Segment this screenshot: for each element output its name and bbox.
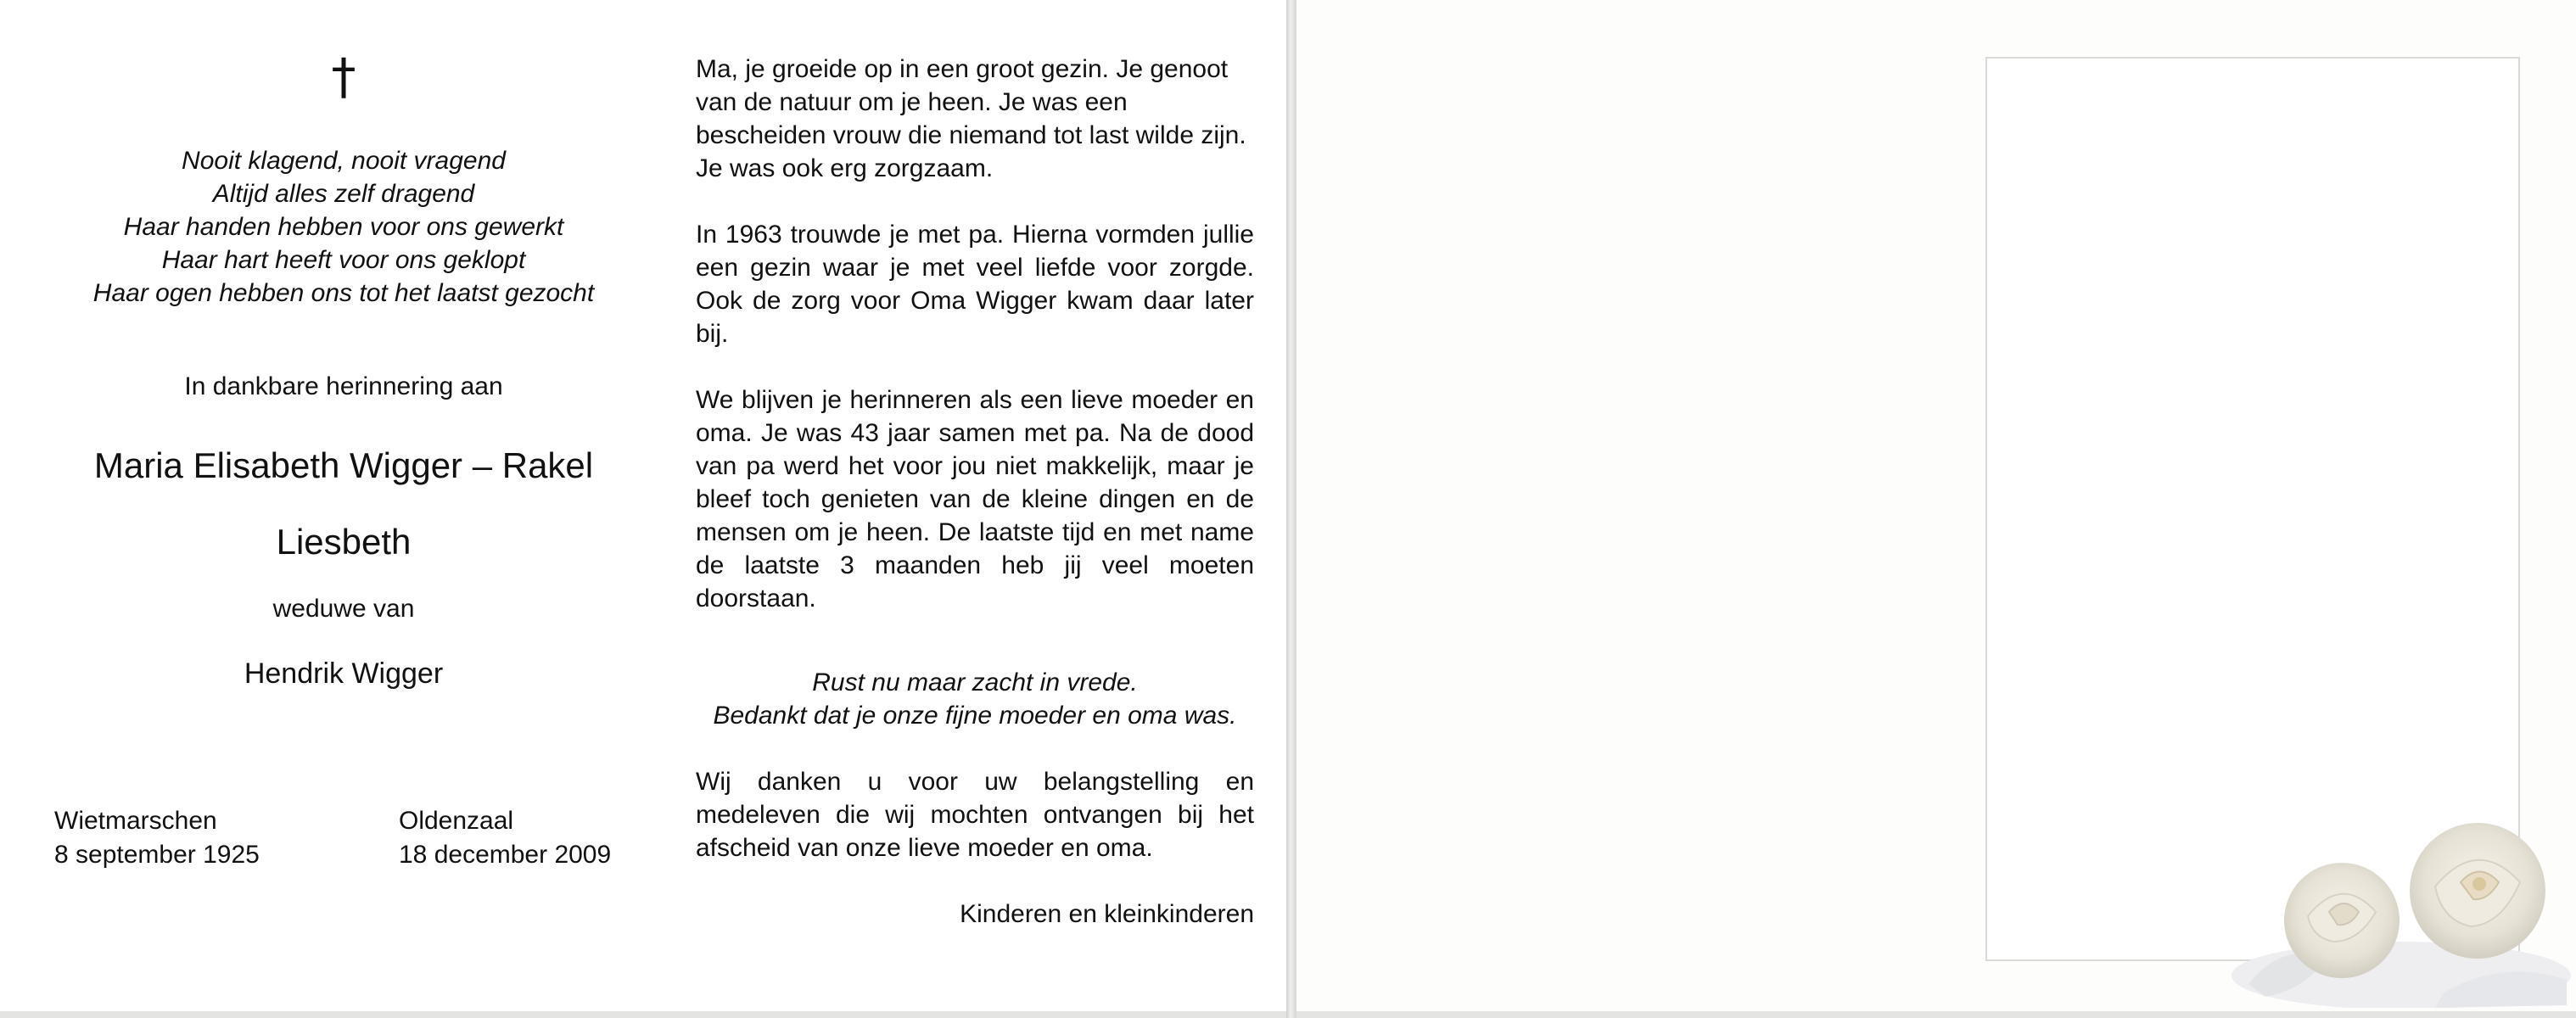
poem-line: Haar ogen hebben ons tot het laatst gezocht: [92, 279, 595, 307]
card-fold: [1286, 0, 1296, 1018]
birth-place: Wietmarschen: [54, 807, 217, 835]
death-info: [399, 804, 611, 872]
memorial-header: [34, 42, 653, 691]
poem-line: Haar hart heeft voor ons geklopt: [161, 246, 526, 274]
memorial-text: [696, 53, 1254, 931]
cross-icon: †: [331, 48, 356, 105]
widow-of-text: weduwe van: [272, 595, 415, 623]
verse-line: Bedankt dat je onze fijne moeder en oma was.: [713, 702, 1237, 730]
poem: [34, 144, 653, 310]
deceased-full-name: Maria Elisabeth Wigger – Rakel: [93, 445, 594, 485]
in-memory-text: In dankbare herinnering aan: [184, 372, 503, 400]
death-place: Oldenzaal: [399, 807, 514, 835]
verse-line: Rust nu maar zacht in vrede.: [812, 668, 1138, 696]
husband-name: Hendrik Wigger: [244, 657, 444, 690]
roses-decoration: [2232, 814, 2571, 1008]
thanks-paragraph: Wij danken u voor uw belangstelling en medeleven die wij mochten ontvangen bij het afscheid van onze lieve moeder en oma.: [696, 768, 1254, 862]
card-inner-spread: [0, 0, 1286, 1011]
death-date: 18 december 2009: [399, 841, 612, 869]
poem-line: Nooit klagend, nooit vragend: [182, 147, 506, 175]
signature: Kinderen en kleinkinderen: [960, 900, 1254, 928]
poem-line: Altijd alles zelf dragend: [212, 180, 475, 208]
poem-line: Haar handen hebben voor ons gewerkt: [123, 213, 564, 241]
paragraph: We blijven je herinneren als een lieve moeder en oma. Je was 43 jaar samen met pa. Na de dood van pa werd het voor jou niet makkelijk, maar je bleef toch genieten van de kleine dingen en de mensen om je heen. De laatste tijd en met name de laatste 3 maanden heb jij veel moeten doorstaan.: [696, 386, 1254, 612]
paragraph: In 1963 trouwde je met pa. Hierna vormden jullie een gezin waar je met veel liefde voor zorgde. Ook de zorg voor Oma Wigger kwam daar later bij.: [696, 221, 1254, 348]
closing-verse: [696, 666, 1254, 732]
paragraph: Ma, je groeide op in een groot gezin. Je genoot van de natuur om je heen. Je was een bescheiden vrouw die niemand tot last wilde zijn. Je was ook erg zorgzaam.: [696, 55, 1246, 182]
deceased-nickname: Liesbeth: [276, 522, 412, 562]
birth-date: 8 september 1925: [54, 841, 260, 869]
birth-info: [54, 804, 260, 872]
